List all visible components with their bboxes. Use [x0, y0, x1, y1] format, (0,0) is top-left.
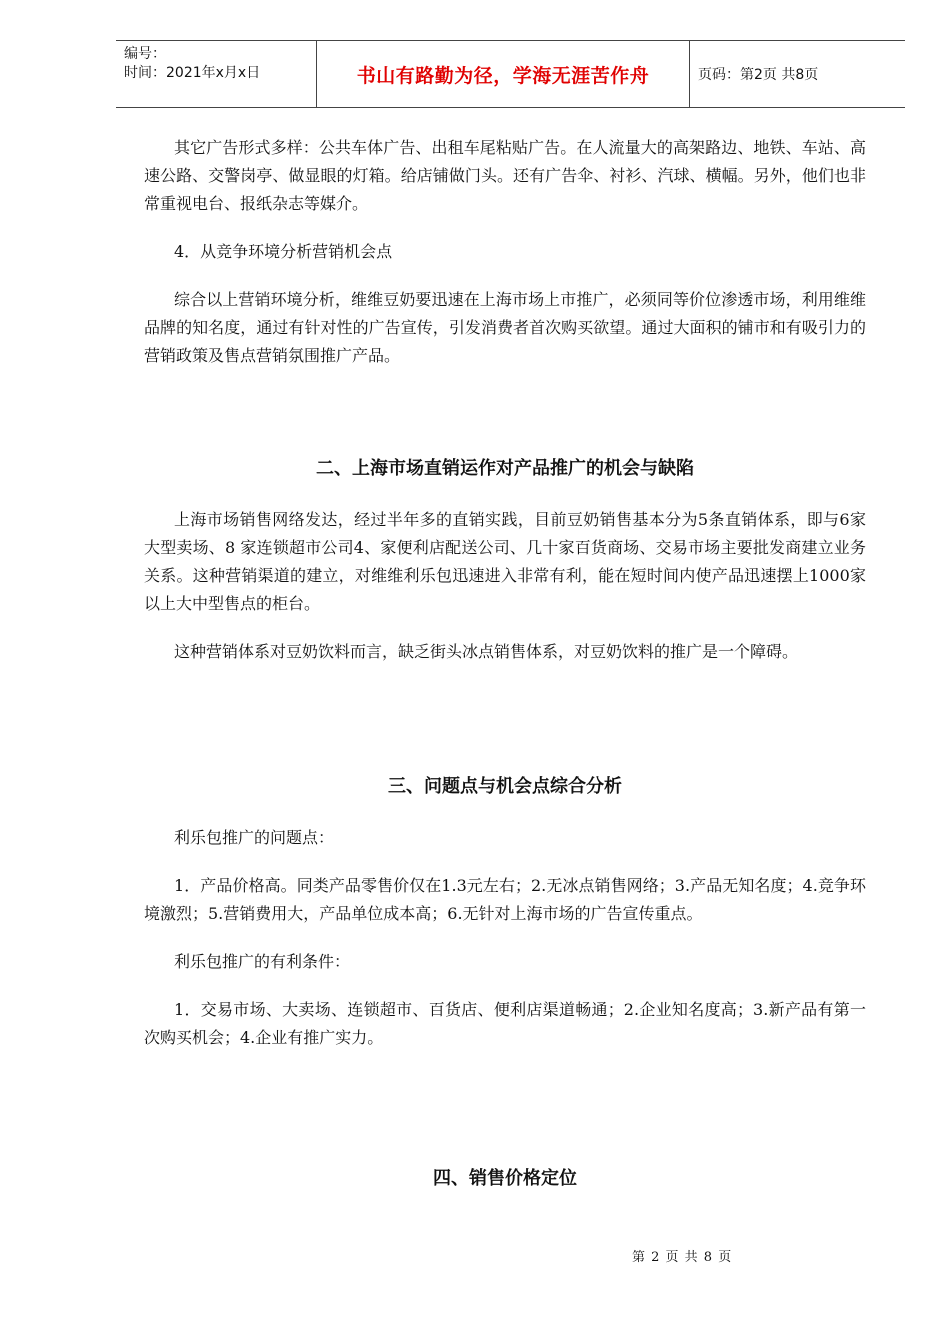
section-3-body	[144, 824, 866, 1052]
header-motto: 书山有路勤为径，学海无涯苦作舟	[316, 41, 690, 107]
document-time-label: 时间：2021年x月x日	[124, 65, 261, 81]
section-2-body	[144, 506, 866, 666]
section-4-heading: 四、销售价格定位	[433, 1168, 577, 1189]
paragraph-advantages-label: 利乐包推广的有利条件：	[174, 952, 351, 971]
subsection-4-heading: 4．从竞争环境分析营销机会点	[174, 242, 393, 261]
section-3-heading: 三、问题点与机会点综合分析	[388, 776, 622, 797]
paragraph-direct-sales: 上海市场销售网络发达，经过半年多的直销实践，目前豆奶销售基本分为5条直销体系，即与6家大型卖场、8 家连锁超市公司4、家便利店配送公司、几十家百货商场、交易市场主要批发商建立业务关系。这种营销渠道的建立，对维维利乐包迅速进入非常有利，能在短时间内使产品迅速摆上1000家以上大中型售点的柜台。	[144, 510, 866, 613]
section-2-heading: 二、上海市场直销运作对产品推广的机会与缺陷	[316, 458, 694, 479]
paragraph-other-ads: 其它广告形式多样：公共车体广告、出租车尾粘贴广告。在人流量大的高架路边、地铁、车站、高速公路、交警岗亭、做显眼的灯箱。给店铺做门头。还有广告伞、衬衫、汽球、横幅。另外，他们也非常重视电台、报纸杂志等媒介。	[144, 138, 866, 213]
document-body	[144, 134, 866, 370]
paragraph-obstacle: 这种营销体系对豆奶饮料而言，缺乏街头冰点销售体系，对豆奶饮料的推广是一个障碍。	[174, 642, 799, 661]
paragraph-summary: 综合以上营销环境分析，维维豆奶要迅速在上海市场上市推广，必须同等价位渗透市场，利用维维品牌的知名度，通过有针对性的广告宣传，引发消费者首次购买欲望。通过大面积的铺市和有吸引力的营销政策及售点营销氛围推广产品。	[144, 290, 866, 365]
header-meta	[116, 41, 316, 107]
page-footer: 第 2 页 共 8 页	[632, 1250, 733, 1265]
document-number-label: 编号：	[124, 46, 166, 62]
paragraph-problems-label: 利乐包推广的问题点：	[174, 828, 335, 847]
header-page-info: 页码：第2页 共8页	[698, 67, 819, 83]
page-header	[116, 40, 905, 108]
paragraph-advantages-list: 1．交易市场、大卖场、连锁超市、百货店、便利店渠道畅通；2.企业知名度高；3.新产品有第一次购买机会；4.企业有推广实力。	[144, 1000, 866, 1047]
paragraph-problems-list: 1．产品价格高。同类产品零售价仅在1.3元左右；2.无冰点销售网络；3.产品无知名度；4.竞争环境激烈；5.营销费用大，产品单位成本高；6.无针对上海市场的广告宣传重点。	[144, 876, 866, 923]
